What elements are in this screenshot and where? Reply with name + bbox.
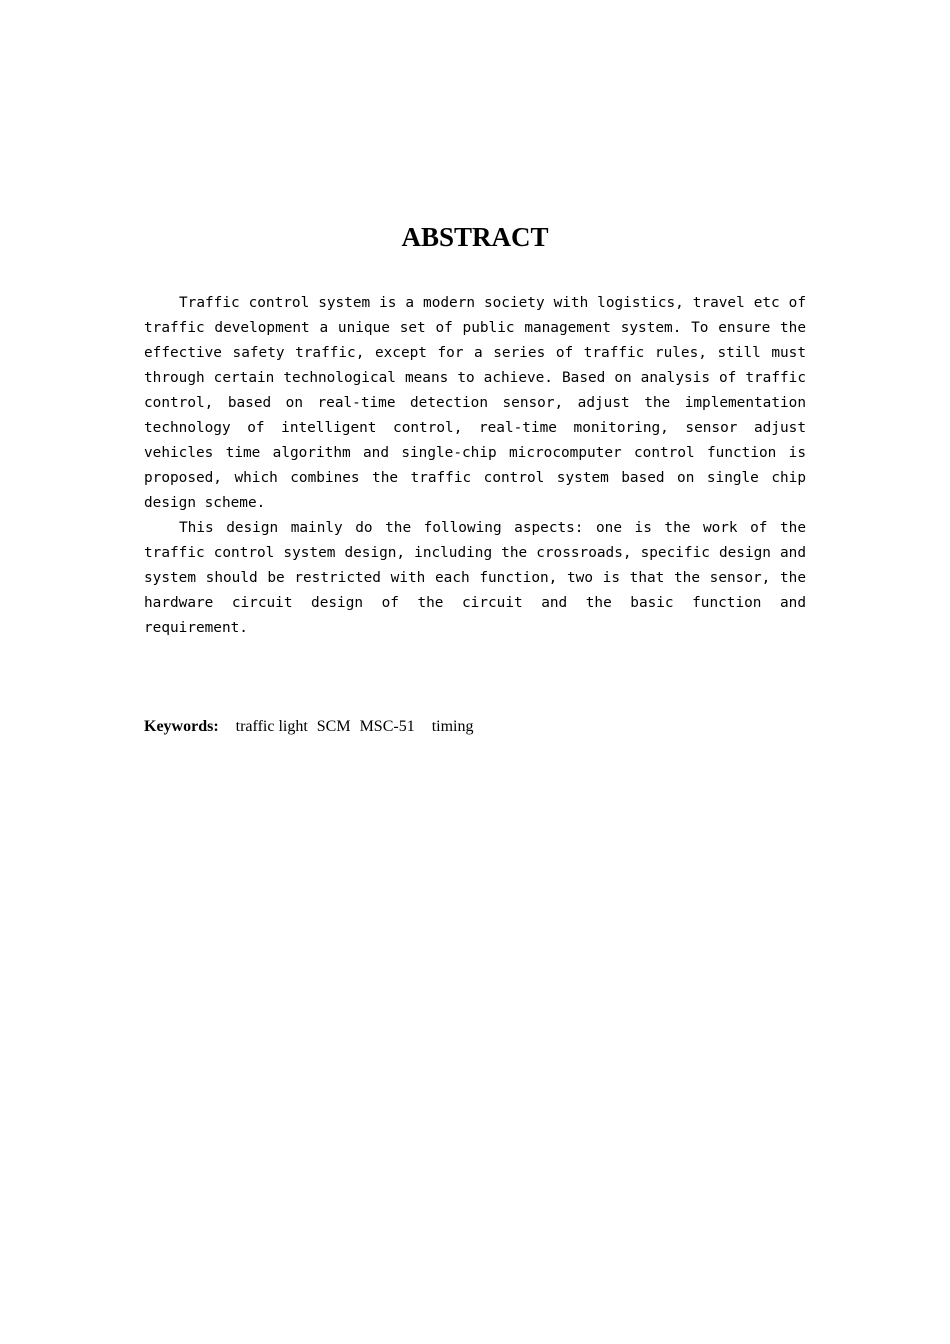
keyword-item: MSC-51: [359, 718, 415, 735]
keywords-label: Keywords:: [144, 718, 219, 735]
keywords-line: [144, 715, 473, 739]
abstract-title: ABSTRACT: [401, 222, 549, 252]
abstract-paragraph-2: This design mainly do the following aspects: one is the work of the traffic control system design, including the crossroads, specific design and system should be restricted with each function, two is that the sensor, the hardware circuit design of the circuit and the basic function and requirement.: [144, 520, 806, 636]
keyword-item: timing: [431, 718, 474, 735]
abstract-body: [144, 291, 806, 641]
abstract-paragraph-1: Traffic control system is a modern society with logistics, travel etc of traffic development a unique set of public management system. To ensure the effective safety traffic, except for a series of traffic rules, still must through certain technological means to achieve. Based on analysis of traffic control, based on real-time detection sensor, adjust the implementation technology of intelligent control, real-time monitoring, sensor adjust vehicles time algorithm and single-chip microcomputer control function is proposed, which combines the traffic control system based on single chip design scheme.: [144, 295, 806, 511]
keyword-item: traffic light: [235, 718, 308, 735]
keyword-item: SCM: [316, 718, 351, 735]
